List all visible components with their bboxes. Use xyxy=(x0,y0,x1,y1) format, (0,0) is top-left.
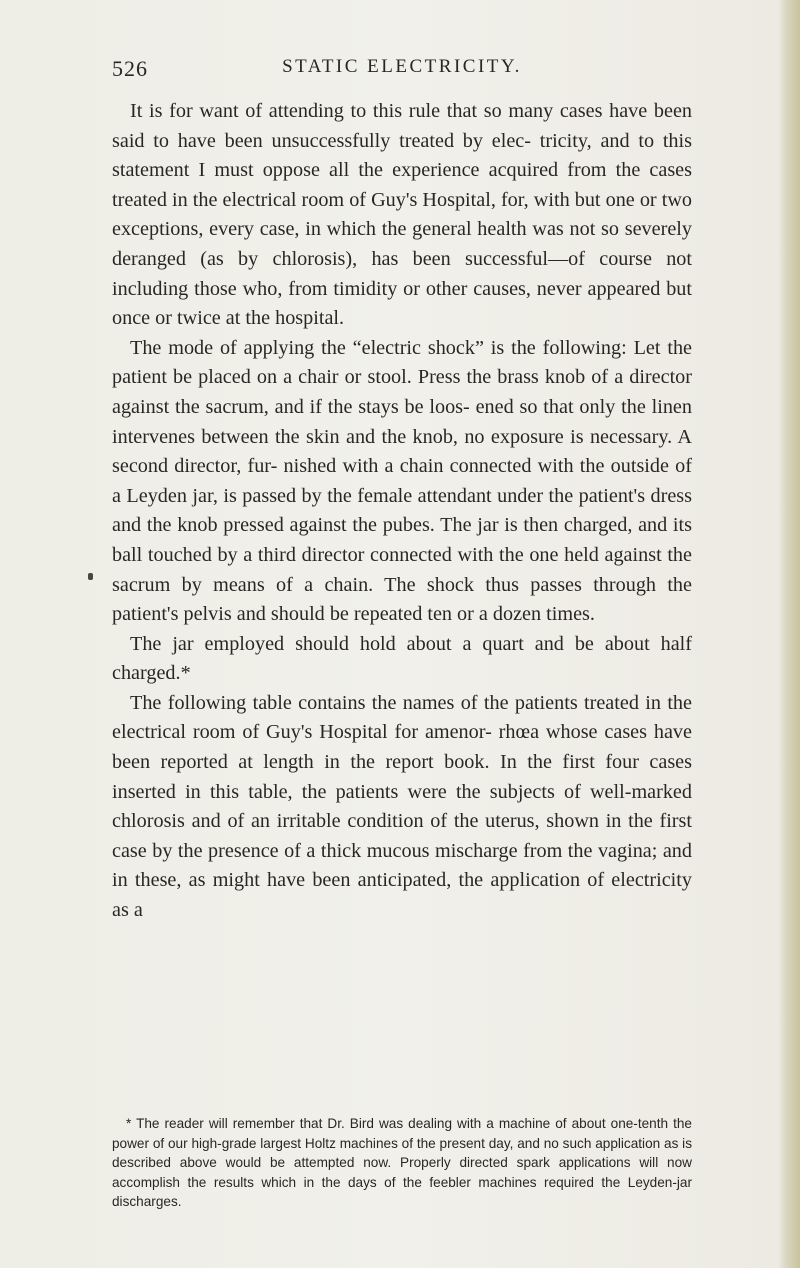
page-edge-shadow xyxy=(778,0,800,1268)
footnote xyxy=(112,1114,692,1212)
paragraph: The mode of applying the “electric shock” is the following: Let the patient be placed on a chair or stool. Press the brass knob of a director against the sacrum, and if the stays be loos- ened so that only the linen intervenes between the skin and the knob, no exposure is necessary. A second director, fur- nished with a chain connected with the outside of a Leyden jar, is passed by the female attendant under the patient's dress and the knob pressed against the pubes. The jar is then charged, and its ball touched by a third director connected with the one held against the sacrum by means of a chain. The shock thus passes through the patient's pelvis and should be repeated ten or a dozen times. xyxy=(112,336,692,626)
running-head: STATIC ELECTRICITY. xyxy=(282,56,522,77)
body-text xyxy=(112,97,692,926)
paragraph: The following table contains the names of the patients treated in the electrical room of Guy's Hospital for amenor- rhœa whose cases have been reported at length in the report book. In the first four cases inserted in this table, the patients were the subjects of well-marked chlorosis and of an irritable condition of the uterus, shown in the first case by the presence of a thick mucous mischarge from the vagina; and in these, as might have been anticipated, the application of electricity as a xyxy=(112,691,692,922)
paragraph: The jar employed should hold about a quart and be about half charged.* xyxy=(112,632,692,685)
page-header xyxy=(112,56,692,86)
margin-mark xyxy=(88,573,93,580)
paragraph: It is for want of attending to this rule that so many cases have been said to have been unsuccessfully treated by elec- tricity, and to this statement I must oppose all the experience acquired from the cases treated in the electrical room of Guy's Hospital, for, with but one or two exceptions, every case, in which the general health was not so severely deranged (as by chlorosis), has been successful—of course not including those who, from timidity or other causes, never appeared but once or twice at the hospital. xyxy=(112,100,692,330)
footnote-text: * The reader will remember that Dr. Bird was dealing with a machine of about one-tenth the power of our high-grade largest Holtz machines of the present day, and no such application as is described above would be attempted now. Properly directed spark applications will now accomplish the results which in the days of the feebler machines required the Leyden-jar discharges. xyxy=(112,1116,692,1210)
page-number: 526 xyxy=(112,56,148,81)
